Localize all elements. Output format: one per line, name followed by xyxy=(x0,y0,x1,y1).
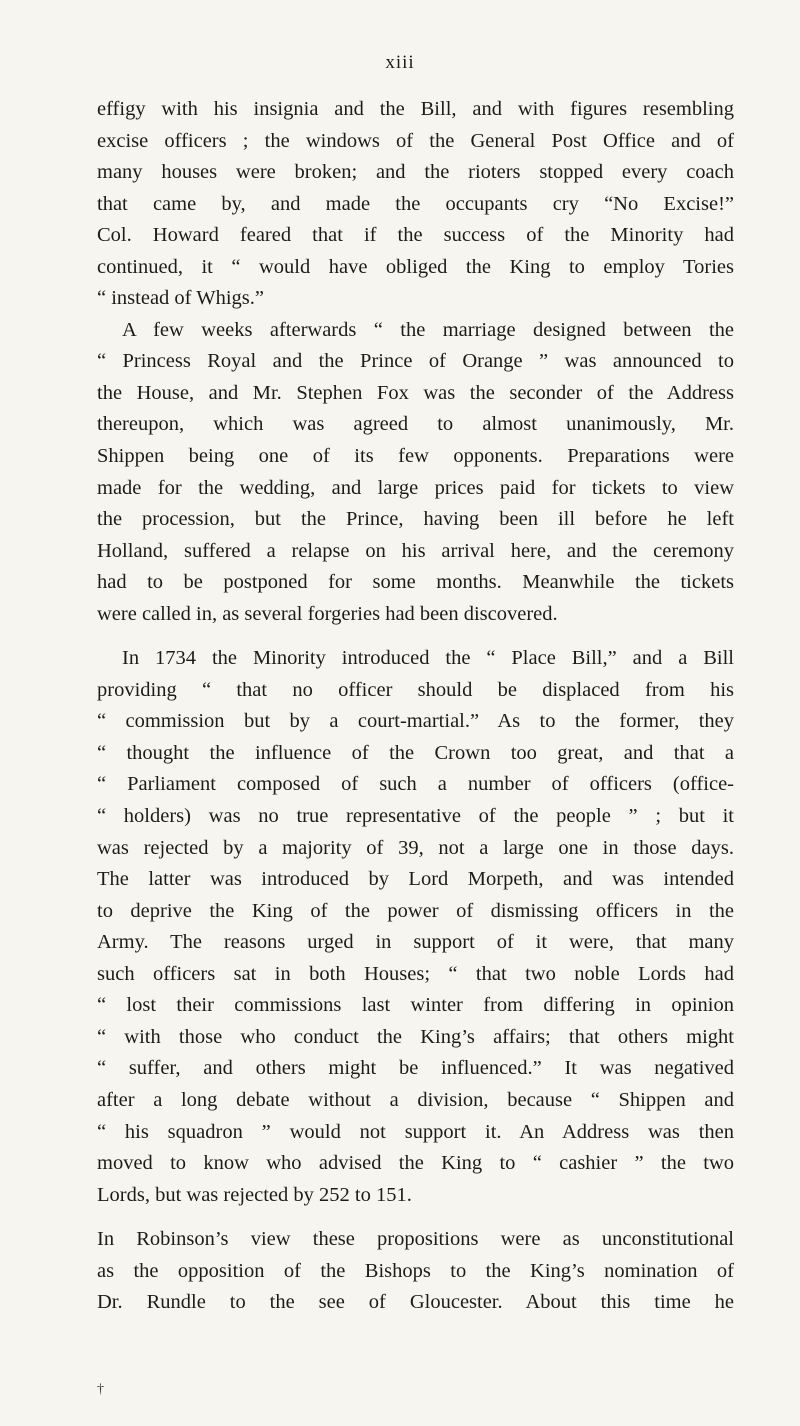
paragraph-1 xyxy=(97,94,734,315)
text-line: The latter was introduced by Lord Morpeth, and was intended xyxy=(97,868,734,891)
text-line: “ suffer, and others might be influenced.” It was negatived xyxy=(97,1057,734,1080)
text-line: “ with those who conduct the King’s affairs; that others might xyxy=(97,1025,734,1048)
text-line: In Robinson’s view these propositions were as unconstitutional xyxy=(97,1228,734,1251)
text-line: “ Parliament composed of such a number of officers (office- xyxy=(97,773,734,796)
text-line: excise officers ; the windows of the General Post Office and of xyxy=(97,129,734,152)
text-line: to deprive the King of the power of dismissing officers in the xyxy=(97,899,734,922)
text-line: “ holders) was no true representative of the people ” ; but it xyxy=(97,805,734,828)
text-line: were called in, as several forgeries had been discovered. xyxy=(97,602,558,625)
text-line: “ commission but by a court-martial.” As to the former, they xyxy=(97,710,734,733)
text-line: thereupon, which was agreed to almost unanimously, Mr. xyxy=(97,413,734,436)
text-line: Col. Howard feared that if the success of the Minority had xyxy=(97,224,734,247)
text-line: “ thought the influence of the Crown too great, and that a xyxy=(97,741,734,764)
text-line: as the opposition of the Bishops to the King’s nomination of xyxy=(97,1259,734,1282)
text-line: In 1734 the Minority introduced the “ Place Bill,” and a Bill xyxy=(122,647,734,670)
text-line: Lords, but was rejected by 252 to 151. xyxy=(97,1183,412,1206)
text-line: after a long debate without a division, because “ Shippen and xyxy=(97,1088,734,1111)
body-text xyxy=(97,94,734,1319)
text-line: that came by, and made the occupants cry “No Excise!” xyxy=(97,192,734,215)
paragraph-4 xyxy=(97,1224,734,1319)
text-line: A few weeks afterwards “ the marriage designed between the xyxy=(122,318,734,341)
text-line: “ instead of Whigs.” xyxy=(97,287,264,310)
text-line: moved to know who advised the King to “ cashier ” the two xyxy=(97,1152,734,1175)
text-line: the House, and Mr. Stephen Fox was the seconder of the Address xyxy=(97,381,734,404)
text-line: providing “ that no officer should be displaced from his xyxy=(97,678,734,701)
text-line: “ his squadron ” would not support it. An Address was then xyxy=(97,1120,734,1143)
text-line: effigy with his insignia and the Bill, and with figures resembling xyxy=(97,98,734,120)
text-line: Holland, suffered a relapse on his arrival here, and the ceremony xyxy=(97,539,734,562)
text-line: made for the wedding, and large prices paid for tickets to view xyxy=(97,476,734,499)
text-line: was rejected by a majority of 39, not a large one in those days. xyxy=(97,836,734,859)
paragraph-2 xyxy=(97,315,734,630)
text-line: the procession, but the Prince, having been ill before he left xyxy=(97,508,734,531)
text-line: such officers sat in both Houses; “ that two noble Lords had xyxy=(97,962,734,985)
text-line: had to be postponed for some months. Meanwhile the tickets xyxy=(97,571,734,594)
signature-mark: † xyxy=(97,1382,104,1397)
text-line: Army. The reasons urged in support of it were, that many xyxy=(97,931,734,954)
text-line: Dr. Rundle to the see of Gloucester. About this time he xyxy=(97,1291,734,1314)
text-line: “ lost their commissions last winter from differing in opinion xyxy=(97,994,734,1017)
text-line: “ Princess Royal and the Prince of Orange ” was announced to xyxy=(97,350,734,373)
paragraph-3 xyxy=(97,643,734,1211)
text-line: many houses were broken; and the rioters stopped every coach xyxy=(97,161,734,184)
text-line: Shippen being one of its few opponents. Preparations were xyxy=(97,445,734,468)
page-number: xiii xyxy=(385,52,415,73)
text-line: continued, it “ would have obliged the King to employ Tories xyxy=(97,255,734,278)
